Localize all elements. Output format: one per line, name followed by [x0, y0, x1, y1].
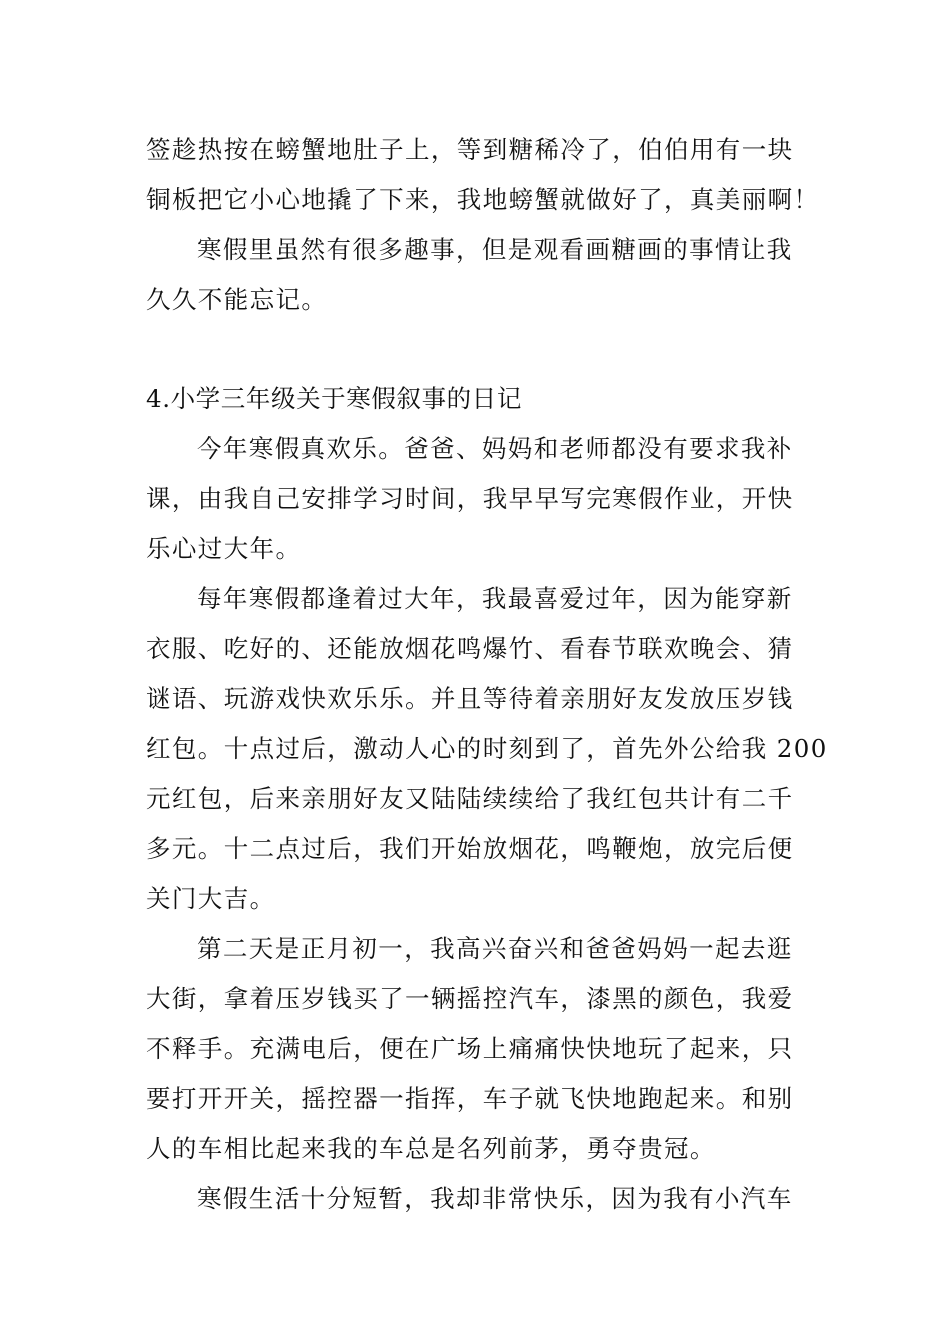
text-line: 红包。十点过后，激动人心的时刻到了，首先外公给我 200 [146, 734, 828, 763]
text-line: 每年寒假都逢着过大年，我最喜爱过年，因为能穿新 [197, 584, 793, 613]
text-line: 铜板把它小心地撬了下来，我地螃蟹就做好了，真美丽啊！ [146, 185, 820, 214]
text-line: 第二天是正月初一，我高兴奋兴和爸爸妈妈一起去逛 [197, 934, 793, 963]
section-title: 4.小学三年级关于寒假叙事的日记 [146, 384, 522, 413]
text-line: 谜语、玩游戏快欢乐乐。并且等待着亲朋好友发放压岁钱 [146, 684, 794, 713]
text-line: 课，由我自己安排学习时间，我早早写完寒假作业，开快 [146, 484, 794, 513]
text-line: 关门大吉。 [146, 884, 276, 913]
text-line: 签趁热按在螃蟹地肚子上，等到糖稀冷了，伯伯用有一块 [146, 135, 794, 164]
text-line: 久久不能忘记。 [146, 285, 328, 314]
text-line: 寒假里虽然有很多趣事，但是观看画糖画的事情让我 [197, 235, 793, 264]
text-line: 乐心过大年。 [146, 534, 302, 563]
text-line: 衣服、吃好的、还能放烟花鸣爆竹、看春节联欢晚会、猜 [146, 634, 794, 663]
text-line: 大街，拿着压岁钱买了一辆摇控汽车，漆黑的颜色，我爱 [146, 984, 794, 1013]
text-line: 要打开开关，摇控器一指挥，车子就飞快地跑起来。和别 [146, 1084, 794, 1113]
text-line: 多元。十二点过后，我们开始放烟花，鸣鞭炮，放完后便 [146, 834, 794, 863]
text-line: 不释手。充满电后，便在广场上痛痛快快地玩了起来，只 [146, 1034, 794, 1063]
text-line: 元红包，后来亲朋好友又陆陆续续给了我红包共计有二千 [146, 784, 794, 813]
text-line: 寒假生活十分短暂，我却非常快乐，因为我有小汽车 [197, 1184, 793, 1213]
text-line: 人的车相比起来我的车总是名列前茅，勇夺贵冠。 [146, 1134, 716, 1163]
text-line: 今年寒假真欢乐。爸爸、妈妈和老师都没有要求我补 [197, 434, 793, 463]
